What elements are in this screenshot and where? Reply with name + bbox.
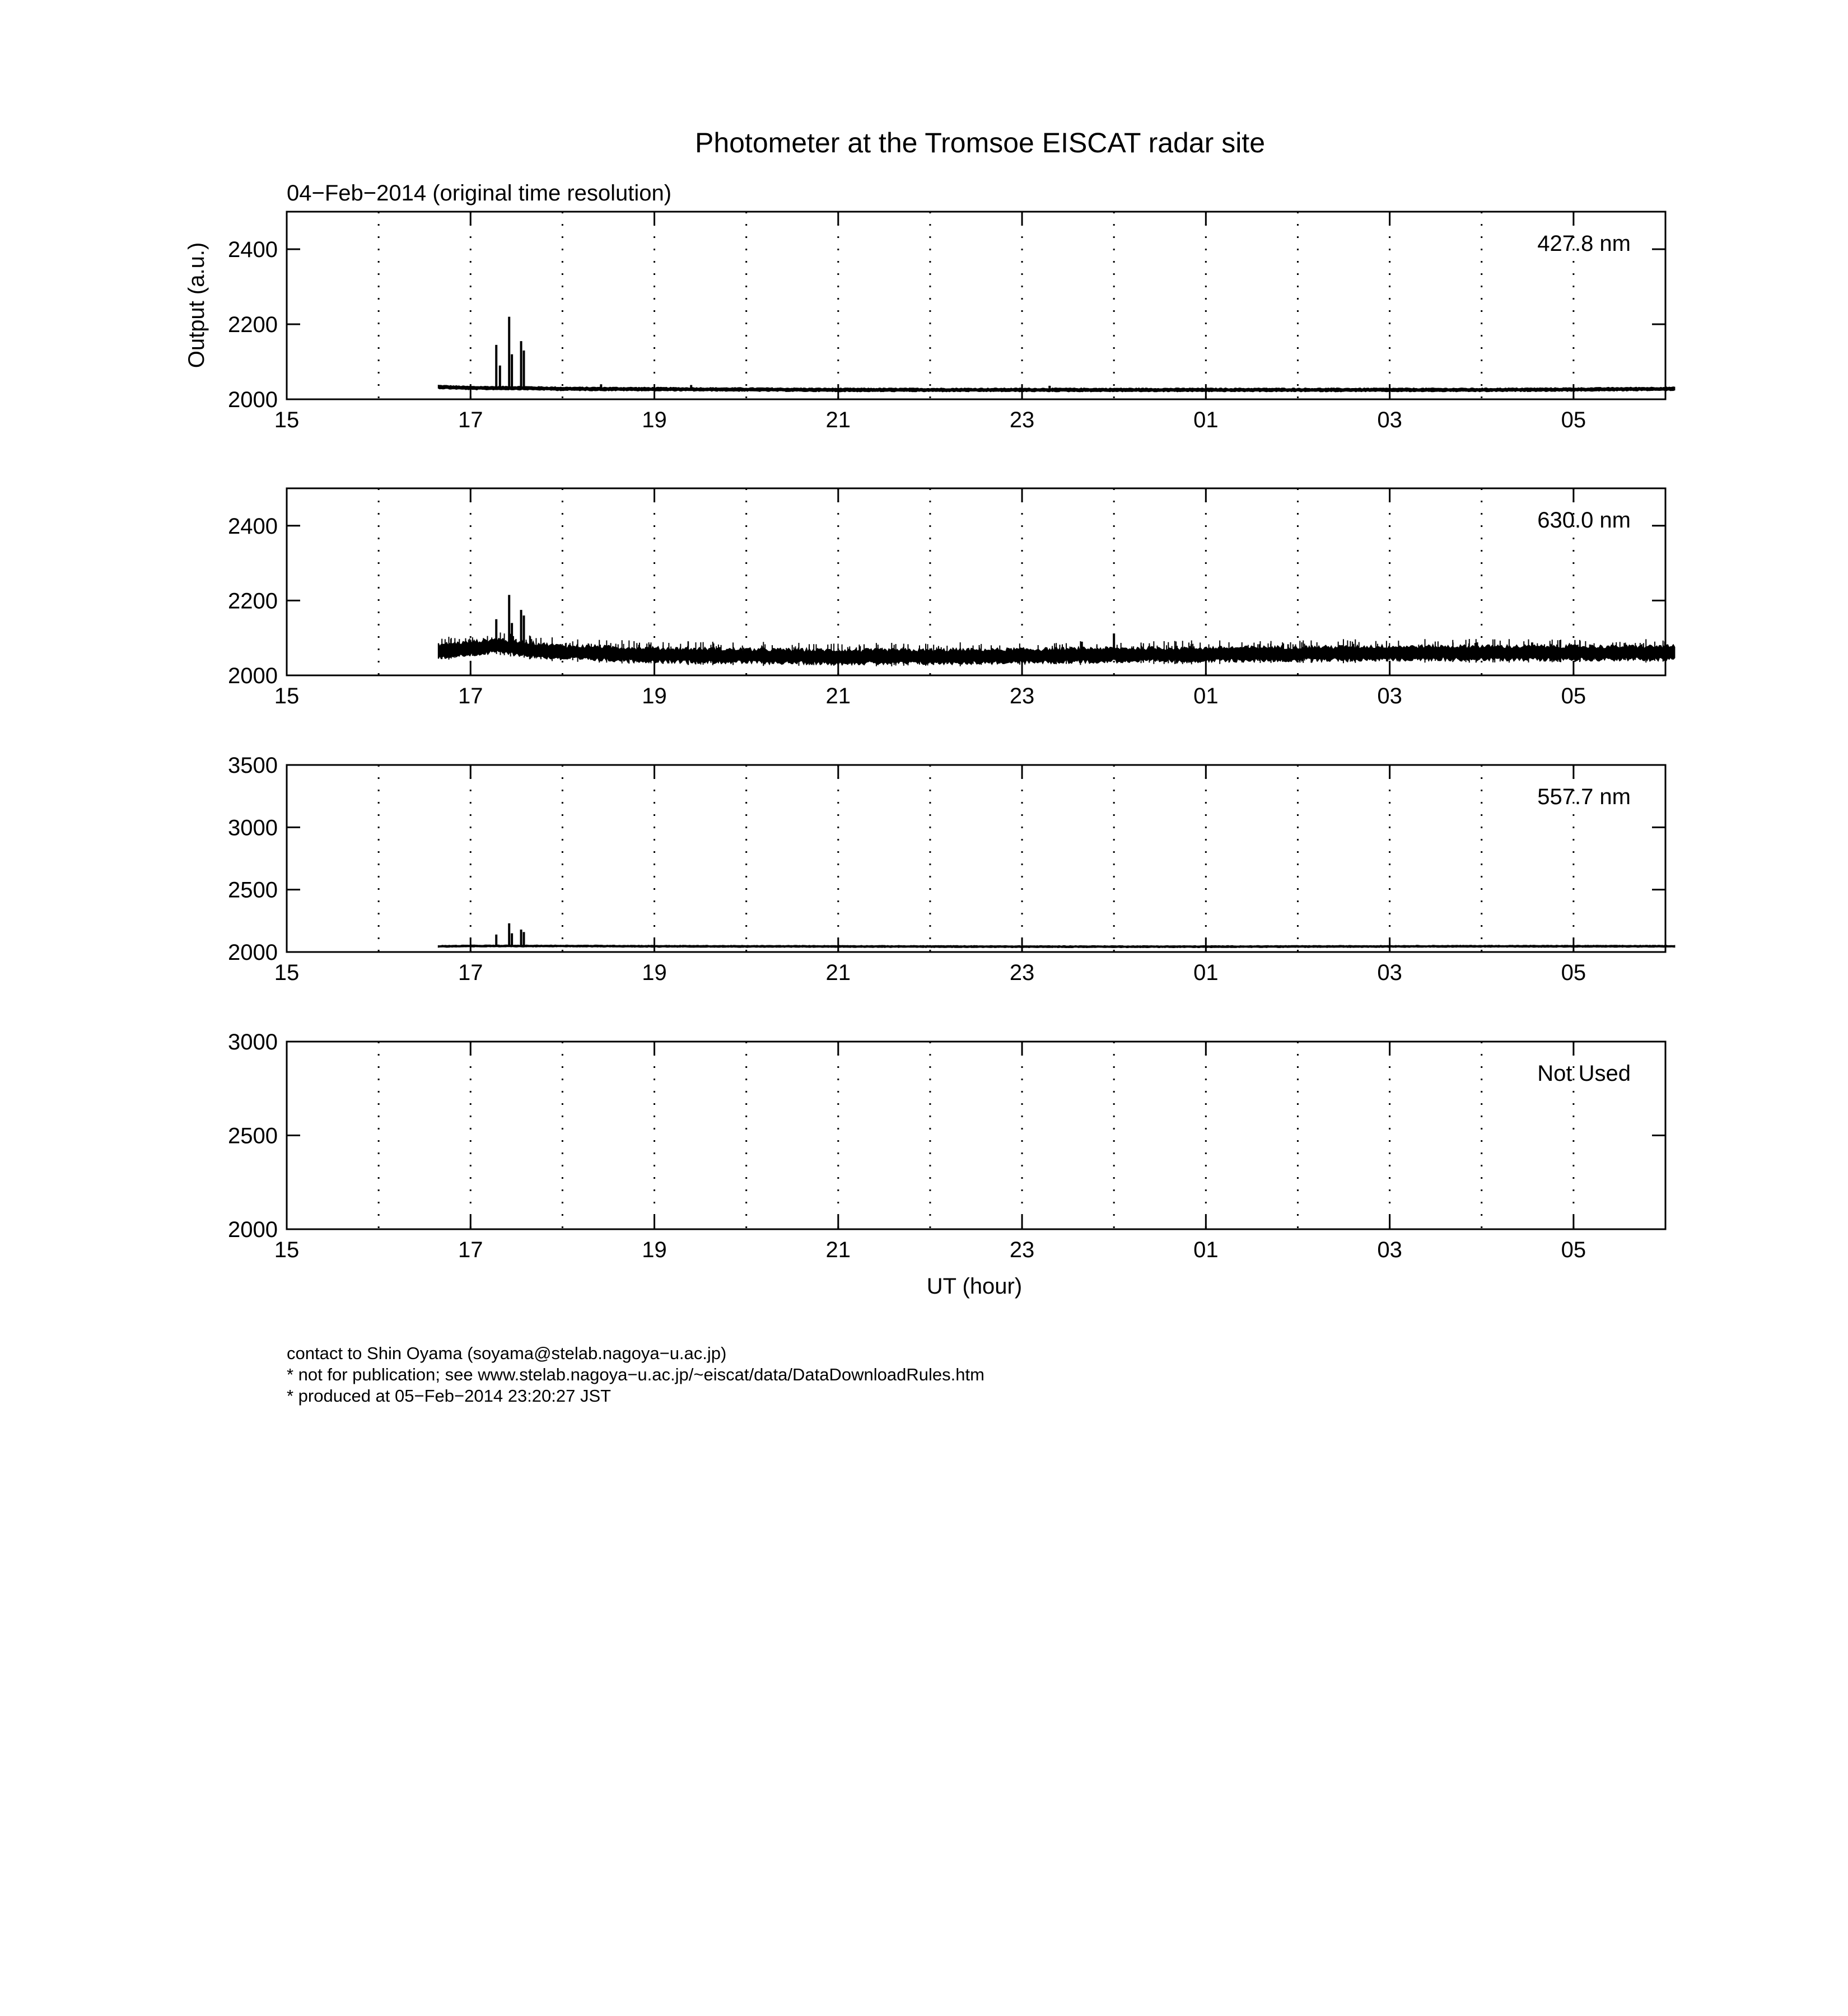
x-tick-label: 05 xyxy=(1561,684,1586,708)
chart-panels xyxy=(228,212,1674,1262)
x-tick-label: 23 xyxy=(1009,1238,1035,1262)
channel-label: Not Used xyxy=(1537,1061,1631,1086)
y-tick-label: 2400 xyxy=(228,514,278,539)
x-tick-label: 17 xyxy=(458,408,483,432)
y-tick-label: 2200 xyxy=(228,312,278,337)
footer-produced: * produced at 05−Feb−2014 23:20:27 JST xyxy=(287,1386,612,1406)
x-tick-label: 23 xyxy=(1009,684,1035,708)
figure-title: Photometer at the Tromsoe EISCAT radar site xyxy=(694,127,1266,158)
channel-label: 630.0 nm xyxy=(1537,508,1631,533)
channel-label: 557.7 nm xyxy=(1537,785,1631,809)
x-tick-label: 03 xyxy=(1377,684,1402,708)
figure-subtitle: 04−Feb−2014 (original time resolution) xyxy=(287,181,672,206)
y-tick-label: 3500 xyxy=(228,753,278,778)
x-tick-label: 21 xyxy=(825,684,851,708)
x-tick-label: 23 xyxy=(1009,408,1035,432)
x-tick-label: 21 xyxy=(825,408,851,432)
y-tick-label: 2000 xyxy=(228,664,278,688)
x-tick-label: 21 xyxy=(825,1238,851,1262)
x-tick-label: 19 xyxy=(642,1238,667,1262)
x-tick-label: 15 xyxy=(274,684,300,708)
x-tick-label: 17 xyxy=(458,684,483,708)
y-axis-label: Output (a.u.) xyxy=(184,242,209,368)
footer-contact: contact to Shin Oyama (soyama@stelab.nagoya−u.ac.jp) xyxy=(287,1343,727,1363)
x-axis-label: UT (hour) xyxy=(926,1274,1023,1299)
footer-notes xyxy=(287,1343,984,1407)
y-tick-label: 2500 xyxy=(228,878,278,903)
axes-frame xyxy=(287,765,1665,952)
y-tick-label: 2500 xyxy=(228,1123,278,1149)
axes-frame xyxy=(287,1042,1665,1229)
x-tick-label: 01 xyxy=(1193,1238,1219,1262)
data-trace-1 xyxy=(438,385,1675,391)
x-tick-label: 21 xyxy=(825,960,851,985)
x-tick-label: 19 xyxy=(642,684,667,708)
y-tick-label: 2000 xyxy=(228,388,278,412)
x-tick-label: 19 xyxy=(642,408,667,432)
y-tick-label: 3000 xyxy=(228,1030,278,1054)
x-tick-label: 01 xyxy=(1193,960,1219,985)
x-tick-label: 05 xyxy=(1561,1238,1586,1262)
x-tick-label: 01 xyxy=(1193,408,1219,432)
x-tick-label: 23 xyxy=(1009,960,1035,985)
x-tick-label: 19 xyxy=(642,960,667,985)
x-tick-label: 01 xyxy=(1193,684,1219,708)
x-tick-label: 15 xyxy=(274,408,300,432)
x-tick-label: 03 xyxy=(1377,1238,1402,1262)
x-tick-label: 05 xyxy=(1561,960,1586,985)
y-tick-label: 3000 xyxy=(228,815,278,841)
y-tick-label: 2000 xyxy=(228,940,278,965)
channel-label: 427.8 nm xyxy=(1537,231,1631,256)
x-tick-label: 17 xyxy=(458,960,483,985)
x-tick-label: 15 xyxy=(274,960,300,985)
panel-4 xyxy=(228,1030,1665,1262)
panel-1 xyxy=(228,212,1674,432)
x-tick-label: 15 xyxy=(274,1238,300,1262)
y-tick-label: 2200 xyxy=(228,589,278,614)
x-tick-label: 05 xyxy=(1561,408,1586,432)
axes-frame xyxy=(287,212,1665,399)
data-trace-3 xyxy=(438,945,1675,948)
footer-rules: * not for publication; see www.stelab.nagoya−u.ac.jp/~eiscat/data/DataDownloadRules.htm xyxy=(287,1365,984,1384)
y-tick-label: 2400 xyxy=(228,237,278,262)
panel-2 xyxy=(228,488,1674,708)
x-tick-label: 17 xyxy=(458,1238,483,1262)
x-tick-label: 03 xyxy=(1377,960,1402,985)
x-tick-label: 03 xyxy=(1377,408,1402,432)
panel-3 xyxy=(228,753,1674,985)
y-tick-label: 2000 xyxy=(228,1217,278,1242)
